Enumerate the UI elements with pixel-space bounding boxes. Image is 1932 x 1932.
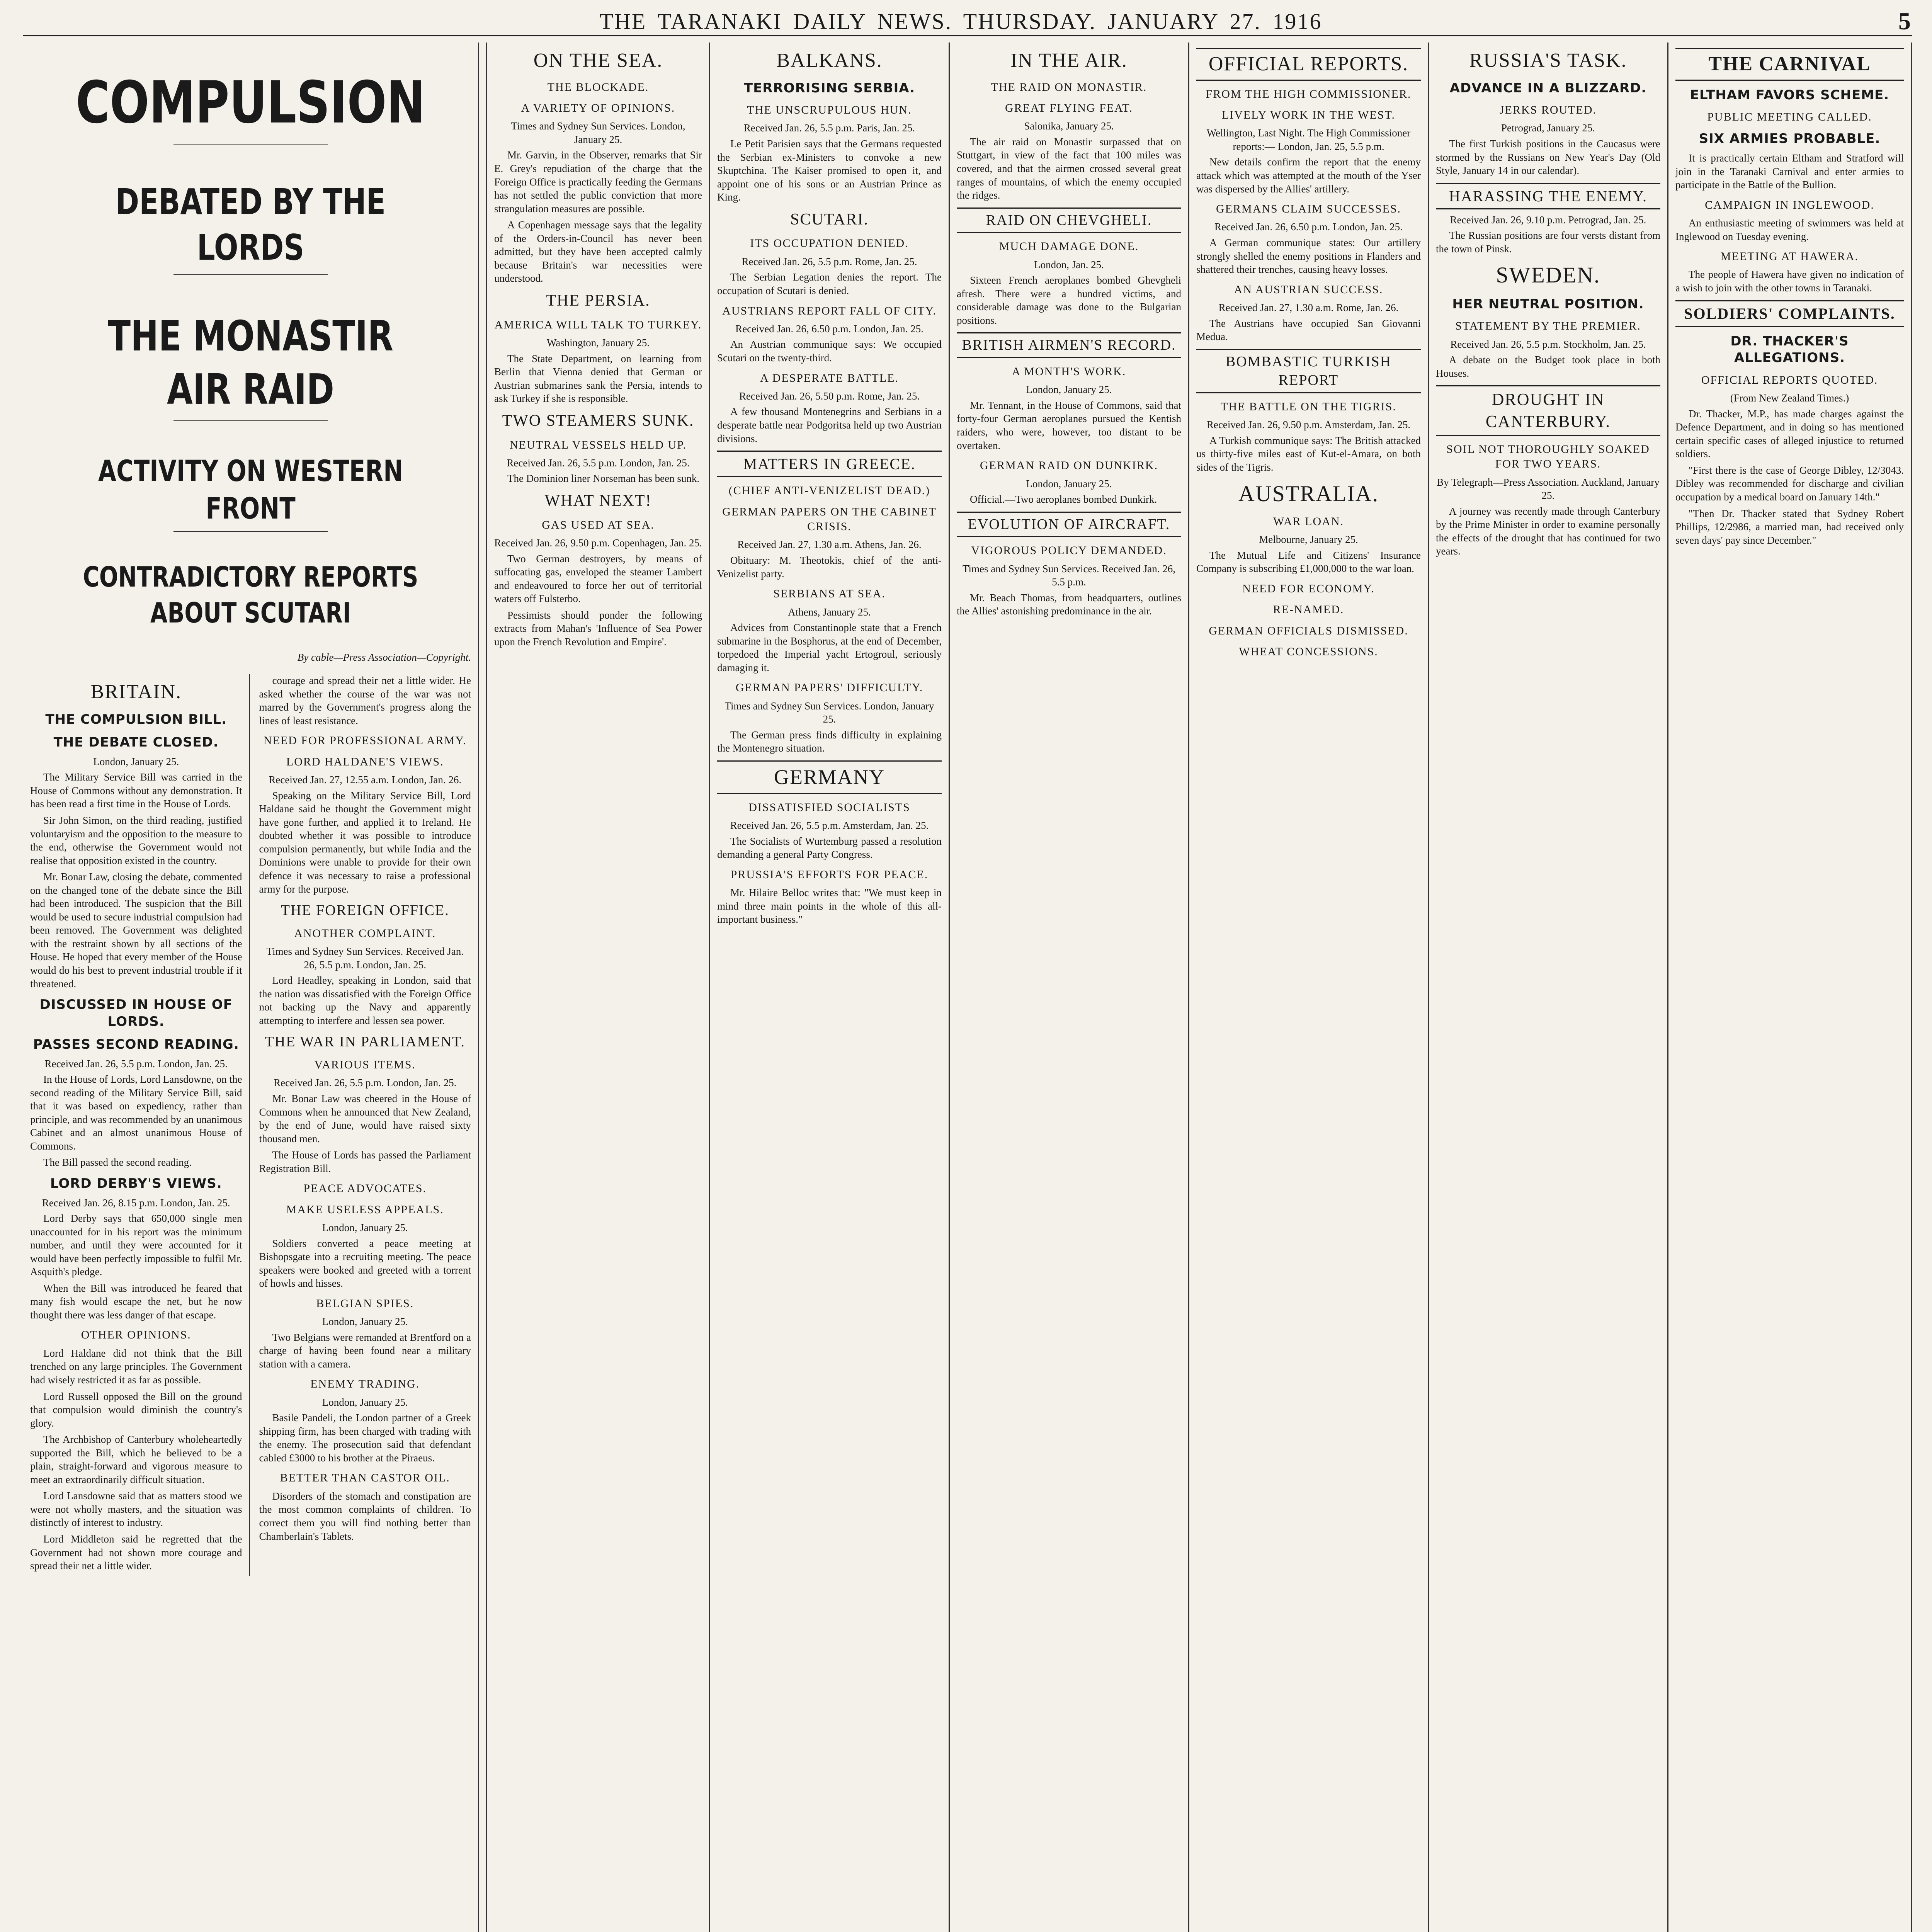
paragraph: Advices from Constantinople state that a French submarine in the Bosphorus, at the end of December, torpedoed the Imperial yacht Ertogroul, seriously damaging it.	[717, 622, 942, 673]
paragraph: Pessimists should ponder the following extracts from Mahan's 'Influence of Sea Power upon the French Revolution and Empire'.	[494, 609, 702, 648]
dateline: Received Jan. 26, 5.5 p.m. Amsterdam, Jan. 25.	[730, 820, 929, 832]
dateline: Times and Sydney Sun Services. Received Jan. 26, 5.5 p.m.	[963, 563, 1175, 588]
paragraph: Disorders of the stomach and constipation are the most common complaints of children. To correct them you will find nothing better than Chamberlain's Tablets.	[259, 1490, 471, 1542]
section-harassing: HARASSING THE ENEMY.	[1436, 183, 1660, 209]
dateline: Petrograd, January 25.	[1501, 122, 1595, 134]
subhead-neutral: HER NEUTRAL POSITION.	[1452, 296, 1644, 312]
paragraph: The Serbian Legation denies the report. The occupation of Scutari is denied.	[717, 271, 942, 296]
section-sweden: SWEDEN.	[1496, 262, 1600, 288]
dateline: Received Jan. 26, 5.5 p.m. London, Jan. 25.	[507, 457, 690, 469]
dateline: By Telegraph—Press Association. Auckland, January 25.	[1437, 476, 1660, 502]
section-foreign-office: THE FOREIGN OFFICE.	[281, 902, 449, 919]
source-note: (From New Zealand Times.)	[1730, 392, 1849, 404]
section-bombastic: BOMBASTIC TURKISH REPORT	[1196, 349, 1421, 393]
paragraph: A Copenhagen message says that the legality of the Orders-in-Council has never been admitted, but they have been accepted calmly because Britain's war necessities were understood.	[494, 219, 702, 284]
divider	[173, 274, 328, 275]
subhead-complaint: ANOTHER COMPLAINT.	[294, 927, 436, 940]
paragraph: The Austrians have occupied San Giovanni Medua.	[1196, 317, 1421, 343]
column-main-headlines	[23, 43, 479, 1932]
paragraph: Soldiers converted a peace meeting at Bishopsgate into a recruiting meeting. The peace speakers were booked and greeted with a torrent of howls and hisses.	[259, 1237, 471, 1289]
subhead-eltham: ELTHAM FAVORS SCHEME.	[1690, 87, 1889, 103]
subhead-jerks: JERKS ROUTED.	[1499, 104, 1597, 117]
dateline: Received Jan. 26, 5.5 p.m. Paris, Jan. 25.	[743, 122, 915, 134]
subhead-haldane: LORD HALDANE'S VIEWS.	[286, 755, 444, 768]
dateline: Salonika, January 25.	[1024, 120, 1114, 132]
subhead-tigris: THE BATTLE ON THE TIGRIS.	[1221, 400, 1396, 413]
paragraph: A German communique states: Our artillery strongly shelled the enemy positions in Flanders and shattered their trenches, causing heavy losses.	[1196, 237, 1421, 276]
subhead-loan: WAR LOAN.	[1273, 515, 1344, 528]
dateline: Received Jan. 27, 1.30 a.m. Rome, Jan. 26.	[1218, 302, 1399, 314]
section-germany: GERMANY	[717, 760, 942, 794]
dateline: London, January 25.	[1026, 384, 1112, 396]
headline-lords: DEBATED BY THE LORDS	[116, 181, 386, 268]
paragraph: The air raid on Monastir surpassed that on Stuttgart, in view of the fact that 100 miles was covered, and that the airmen crossed several great ranges of mountains, of which the enemy occupied the ridges.	[957, 136, 1181, 201]
subhead-renamed: RE-NAMED.	[1273, 603, 1344, 616]
section-australia: AUSTRALIA.	[1238, 481, 1379, 506]
dateline: Received Jan. 26, 5.5 p.m. London, Jan. 25.	[274, 1077, 457, 1089]
section-balkans: BALKANS.	[776, 49, 883, 71]
subhead-compulsion-bill: THE COMPULSION BILL.	[45, 711, 227, 727]
subhead-enemy-trading: ENEMY TRADING.	[310, 1378, 420, 1391]
column-on-the-sea	[486, 43, 710, 1932]
headline-monastir: THE MONASTIR AIR RAID	[108, 312, 393, 414]
paragraph: It is practically certain Eltham and Stratford will join in the Taranaki Carnival and enter armies to participate in the Battle of the Bullion.	[1675, 152, 1904, 191]
dateline: London, January 25.	[322, 1396, 408, 1408]
subhead-economy: NEED FOR ECONOMY.	[1242, 582, 1375, 595]
paragraph: Mr. Bonar Law was cheered in the House of Commons when he announced that New Zealand, by the end of June, would have raised sixty thousand men.	[259, 1092, 471, 1145]
dateline: Athens, January 25.	[788, 606, 871, 618]
subhead-meeting: PUBLIC MEETING CALLED.	[1707, 111, 1872, 124]
section-airmen: BRITISH AIRMEN'S RECORD.	[957, 332, 1181, 358]
paragraph: Mr. Hilaire Belloc writes that: "We must keep in mind three main points in the whole of this all-important business."	[717, 887, 942, 925]
section-parliament: THE WAR IN PARLIAMENT.	[265, 1034, 465, 1050]
section-russia: RUSSIA'S TASK.	[1469, 49, 1627, 71]
dateline: Received Jan. 26, 5.5 p.m. London, Jan. 25.	[44, 1058, 228, 1070]
headline-western-front: ACTIVITY ON WESTERN FRONT	[98, 453, 403, 526]
paragraph: courage and spread their net a little wider. He asked whether the course of the war was not marred by the Government's progress along the lines of least resistance.	[259, 675, 471, 726]
page-number: 5	[1898, 7, 1912, 35]
paragraph: Two German destroyers, by means of suffocating gas, enveloped the steamer Lambert and endeavoured to force her out of territorial waters off Fulsterbo.	[494, 553, 702, 605]
dateline: Received Jan. 26, 8.15 p.m. London, Jan. 25.	[42, 1197, 230, 1209]
paragraph: Dr. Thacker, M.P., has made charges against the Defence Department, and in doing so has mentioned certain specific cases of alleged injustice to returned soldiers.	[1675, 408, 1904, 460]
subhead-armies: SIX ARMIES PROBABLE.	[1699, 131, 1881, 147]
paragraph: Lord Russell opposed the Bill on the ground that compulsion would diminish the country's glory.	[30, 1390, 242, 1429]
paragraph: The Archbishop of Canterbury wholeheartedly supported the Bill, which he believed to be a plain, straight-forward and vigorous measure to meet an extraordinarily difficult situation.	[30, 1434, 242, 1485]
paragraph: The Dominion liner Norseman has been sunk.	[507, 473, 700, 485]
column-in-the-air	[950, 43, 1189, 1932]
paragraph: The first Turkish positions in the Caucasus were stormed by the Russians on New Year's Day (Old Style, January 14 in our calendar).	[1436, 138, 1660, 177]
column-official-reports	[1189, 43, 1429, 1932]
paragraph: The German press finds difficulty in explaining the Montenegro situation.	[717, 729, 942, 754]
dateline: Received Jan. 26, 5.5 p.m. Stockholm, Jan. 25.	[1450, 338, 1646, 350]
subhead-dunkirk: GERMAN RAID ON DUNKIRK.	[980, 459, 1158, 472]
paragraph: New details confirm the report that the enemy attack which was attempted at the mouth of the Yser was dispersed by the Allies' artillery.	[1196, 156, 1421, 195]
subhead-claim: GERMANS CLAIM SUCCESSES.	[1216, 202, 1401, 216]
subhead-prussia: PRUSSIA'S EFFORTS FOR PEACE.	[730, 868, 929, 881]
headline-compulsion: COMPULSION	[76, 69, 425, 136]
subhead-dismissed: GERMAN OFFICIALS DISMISSED.	[1209, 624, 1408, 637]
subhead-denied: ITS OCCUPATION DENIED.	[750, 237, 909, 250]
subhead-army: NEED FOR PROFESSIONAL ARMY.	[263, 734, 467, 747]
paragraph: Basile Pandeli, the London partner of a Greek shipping firm, has been charged with trading with the enemy. The prosecution said that defendant cabled £3000 to his brother at the Piraeus.	[259, 1412, 471, 1464]
column-carnival	[1668, 43, 1912, 1932]
subhead-castor: BETTER THAN CASTOR OIL.	[280, 1471, 450, 1485]
column-russia	[1429, 43, 1668, 1932]
subhead-chief: (CHIEF ANTI-VENIZELIST DEAD.)	[728, 484, 930, 497]
dateline: Washington, January 25.	[546, 337, 650, 349]
section-what-next: WHAT NEXT!	[544, 492, 652, 510]
subhead-feat: GREAT FLYING FEAT.	[1005, 101, 1133, 114]
subhead-battle: A DESPERATE BATTLE.	[760, 371, 899, 384]
paragraph: The House of Lords has passed the Parliament Registration Bill.	[259, 1149, 471, 1174]
subhead-allegations: DR. THACKER'S ALLEGATIONS.	[1730, 333, 1849, 366]
paragraph: An Austrian communique says: We occupied Scutari on the twenty-third.	[717, 338, 942, 364]
paragraph: Speaking on the Military Service Bill, Lord Haldane said he thought the Government might have gone further, and applied it to Ireland. He doubted whether it was possible to introduce compulsion permanently, but while India and the Dominions were unable to provide for their own defence it was necessary to raise a professional army for the purpose.	[259, 789, 471, 895]
subhead-discussed: DISCUSSED IN HOUSE OF LORDS.	[39, 997, 233, 1029]
subhead-difficulty: GERMAN PAPERS' DIFFICULTY.	[735, 681, 923, 694]
divider	[173, 531, 328, 532]
section-scutari: SCUTARI.	[790, 210, 869, 228]
section-drought: DROUGHT IN CANTERBURY.	[1436, 385, 1660, 436]
newspaper-title: THE TARANAKI DAILY NEWS. THURSDAY. JANUARY 27. 1916	[599, 9, 1322, 34]
subcolumn-b	[259, 674, 471, 1575]
subhead-lively: LIVELY WORK IN THE WEST.	[1221, 108, 1396, 121]
dateline: Received Jan. 26, 6.50 p.m. London, Jan. 25.	[735, 323, 923, 335]
paragraph: Mr. Garvin, in the Observer, remarks that Sir E. Grey's repudiation of the charge that the Foreign Office is practically feeding the Germans has not settled the public conviction that more strangulation measures are possible.	[494, 149, 702, 214]
subhead-gas: GAS USED AT SEA.	[542, 518, 655, 531]
paragraph: Lord Lansdowne said that as matters stood we were not wholly masters, and the situation was distinctly of interest to industry.	[30, 1490, 242, 1529]
subhead-vigorous: VIGOROUS POLICY DEMANDED.	[971, 544, 1167, 557]
subhead-raid: THE RAID ON MONASTIR.	[991, 80, 1147, 94]
subhead-other: OTHER OPINIONS.	[81, 1328, 191, 1342]
paragraph: Lord Middleton said he regretted that the Government had not shown more courage and spread their net a little wider.	[30, 1533, 242, 1572]
section-official-reports: OFFICIAL REPORTS.	[1196, 48, 1421, 81]
dateline: London, January 25.	[1026, 478, 1112, 490]
section-greece: MATTERS IN GREECE.	[717, 451, 942, 477]
paragraph: When the Bill was introduced he feared that many fish would escape the net, but he now thought there was less danger of that escape.	[30, 1282, 242, 1321]
section-steamers: TWO STEAMERS SUNK.	[502, 412, 694, 430]
subhead-neutral: NEUTRAL VESSELS HELD UP.	[509, 438, 687, 451]
paragraph: "Then Dr. Thacker stated that Sydney Robert Phillips, 12/2986, a married man, had received only seven days' pay since December."	[1675, 507, 1904, 546]
subhead-soil: SOIL NOT THOROUGHLY SOAKED FOR TWO YEARS.	[1446, 442, 1650, 471]
dateline: Times and Sydney Sun Services. London, January 25.	[724, 700, 934, 725]
subhead-blockade: THE BLOCKADE.	[547, 80, 649, 94]
subcolumn-a	[30, 674, 250, 1575]
dateline: Received Jan. 26, 9.50 p.m. Amsterdam, Jan. 25.	[1206, 419, 1411, 431]
column-balkans	[710, 43, 950, 1932]
paragraph: Sir John Simon, on the third reading, justified voluntaryism and the opposition to the measure to the end, otherwise the Government would not realise that opposition existed in the country.	[30, 815, 242, 866]
paragraph: Official.—Two aeroplanes bombed Dunkirk.	[970, 493, 1157, 505]
byline: By cable—Press Association—Copyright.	[297, 651, 471, 663]
subhead-terror: TERRORISING SERBIA.	[743, 80, 915, 96]
paragraph: Mr. Bonar Law, closing the debate, commented on the changed tone of the debate since the Bill had been introduced. The suspicion that the Bill would be used to secure industrial compulsion had been removed. The Government was delighted with the restraint shown by all sections of the House. He hoped that every member of the House would do his best to prevent industrial trouble if it threatened.	[30, 871, 242, 990]
dateline: London, Jan. 25.	[1034, 259, 1104, 270]
paragraph: The people of Hawera have given no indication of a wish to join with the other towns in Taranaki.	[1675, 269, 1904, 294]
section-complaints: SOLDIERS' COMPLAINTS.	[1675, 300, 1904, 327]
subhead-campaign: CAMPAIGN IN INGLEWOOD.	[1705, 198, 1874, 211]
subhead-official: OFFICIAL REPORTS QUOTED.	[1701, 373, 1878, 386]
paragraph: A few thousand Montenegrins and Serbians in a desperate battle near Podgoritsa held up two Austrian divisions.	[717, 406, 942, 444]
paragraph: Le Petit Parisien says that the Germans requested the Serbian ex-Ministers to convoke a new Skuptchina. The Kaiser promised to open it, and appoint one of his sons or an Austrian Prince as King.	[717, 138, 942, 203]
section-persia: THE PERSIA.	[546, 291, 650, 310]
subhead-serbians-at-sea: SERBIANS AT SEA.	[773, 587, 886, 600]
section-on-the-sea: ON THE SEA.	[533, 49, 663, 71]
paragraph: Lord Derby says that 650,000 single men unaccounted for in his report was the minimum number, and until they were accounted for it would have been perfectly impossible to fulfil Mr. Asquith's pledge.	[30, 1213, 242, 1278]
masthead	[23, 8, 1912, 36]
paragraph: "First there is the case of George Dibley, 12/3043. Dibley was recommended for discharge and civilian occupation by a medical board on January 14th."	[1675, 464, 1904, 503]
dateline: London, January 25.	[93, 755, 179, 767]
section-carnival: THE CARNIVAL	[1675, 48, 1904, 81]
paragraph: Lord Headley, speaking in London, said that the nation was dissatisfied with the Foreign Office not backing up the Navy and apparently attempting to interfere and lessen sea power.	[259, 975, 471, 1026]
subhead-papers: GERMAN PAPERS ON THE CABINET CRISIS.	[722, 505, 937, 533]
subhead-commissioner: FROM THE HIGH COMMISSIONER.	[1206, 87, 1412, 100]
dateline: Received Jan. 26, 9.10 p.m. Petrograd, Jan. 25.	[1450, 214, 1646, 226]
dateline: Times and Sydney Sun Services. Received Jan. 26, 5.5 p.m. London, Jan. 25.	[266, 946, 464, 971]
subhead-austrians: AUSTRIANS REPORT FALL OF CITY.	[722, 304, 937, 317]
subhead-peace: PEACE ADVOCATES.	[303, 1182, 427, 1195]
divider	[173, 144, 328, 145]
paragraph: In the House of Lords, Lord Lansdowne, on the second reading of the Military Service Bill, said that it was based on expediency, rather than principle, and was recommended by an unanimous Cabinet and an almost unanimous House of Commons.	[30, 1073, 242, 1152]
paragraph: Obituary: M. Theotokis, chief of the anti-Venizelist party.	[717, 554, 942, 580]
subhead-hawera: MEETING AT HAWERA.	[1720, 250, 1859, 263]
dateline: Received Jan. 26, 6.50 p.m. London, Jan. 25.	[1214, 221, 1403, 233]
subhead-premier: STATEMENT BY THE PREMIER.	[1455, 320, 1641, 333]
paragraph: The Bill passed the second reading.	[43, 1156, 192, 1168]
dateline: Received Jan. 27, 1.30 a.m. Athens, Jan. 26.	[737, 539, 922, 551]
paragraph: A journey was recently made through Canterbury by the Prime Minister in order to examine personally the effects of the drought that has continued for two years.	[1436, 505, 1660, 557]
subhead-wheat: WHEAT CONCESSIONS.	[1239, 645, 1378, 658]
paragraph: Mr. Beach Thomas, from headquarters, outlines the Allies' astonishing predominance in the air.	[957, 592, 1181, 617]
paragraph: Lord Haldane did not think that the Bill trenched on any large principles. The Government had wisely restricted it as far as possible.	[30, 1347, 242, 1386]
dateline: Received Jan. 26, 9.50 p.m. Copenhagen, Jan. 25.	[494, 537, 702, 549]
paragraph: Sixteen French aeroplanes bombed Ghevgheli afresh. There were a hundred victims, and considerable damage was done to the Bulgarian positions.	[957, 274, 1181, 326]
dateline: Wellington, Last Night. The High Commissioner reports:— London, Jan. 25, 5.5 p.m.	[1206, 127, 1411, 152]
paragraph: The State Department, on learning from Berlin that Vienna denied that German or Austrian submarines sank the Persia, intends to ask Turkey if she is responsible.	[494, 352, 702, 405]
dateline: Received Jan. 26, 5.50 p.m. Rome, Jan. 25.	[739, 390, 920, 402]
dateline: London, January 25.	[322, 1222, 408, 1234]
section-in-the-air: IN THE AIR.	[1010, 49, 1128, 71]
paragraph: The Military Service Bill was carried in the House of Commons without any demonstration. It has been read a first time in the House of Lords.	[30, 771, 242, 810]
subhead-debate-closed: THE DEBATE CLOSED.	[53, 735, 219, 750]
paragraph: Mr. Tennant, in the House of Commons, said that forty-four German aeroplanes pursued the Kentish raiders, who were, however, too distant to be overtaken.	[957, 399, 1181, 451]
subhead-hun: THE UNSCRUPULOUS HUN.	[747, 104, 912, 117]
subhead-passes: PASSES SECOND READING.	[33, 1037, 239, 1053]
dateline: Received Jan. 26, 5.5 p.m. Rome, Jan. 25.	[742, 255, 917, 267]
paragraph: The Mutual Life and Citizens' Insurance Company is subscribing £1,000,000 to the war loan.	[1196, 549, 1421, 575]
paragraph: The Russian positions are four versts distant from the town of Pinsk.	[1436, 230, 1660, 255]
paragraph: A debate on the Budget took place in both Houses.	[1436, 354, 1660, 379]
section-chevgheli: RAID ON CHEVGHELI.	[957, 207, 1181, 233]
divider	[173, 420, 328, 421]
paragraph: An enthusiastic meeting of swimmers was held at Inglewood on Tuesday evening.	[1675, 217, 1904, 242]
paragraph: The Socialists of Wurtemburg passed a resolution demanding a general Party Congress.	[717, 835, 942, 861]
dateline: Times and Sydney Sun Services. London, January 25.	[511, 120, 685, 145]
dateline: London, January 25.	[322, 1316, 408, 1328]
subhead-damage: MUCH DAMAGE DONE.	[999, 240, 1139, 253]
dateline: Melbourne, January 25.	[1259, 534, 1358, 546]
section-evolution: EVOLUTION OF AIRCRAFT.	[957, 512, 1181, 537]
subhead-spies: BELGIAN SPIES.	[316, 1297, 414, 1310]
subhead-useless: MAKE USELESS APPEALS.	[286, 1203, 444, 1216]
headline-scutari: CONTRADICTORY REPORTS ABOUT SCUTARI	[83, 560, 418, 629]
dateline: Received Jan. 27, 12.55 a.m. London, Jan. 26.	[269, 774, 462, 786]
subhead-blizzard: ADVANCE IN A BLIZZARD.	[1449, 80, 1647, 96]
paragraph: Two Belgians were remanded at Brentford on a charge of having been found near a military station with a camera.	[259, 1331, 471, 1370]
subhead-america: AMERICA WILL TALK TO TURKEY.	[494, 318, 702, 331]
subhead-socialists: DISSATISFIED SOCIALISTS	[748, 801, 910, 814]
subhead-variety: A VARIETY OF OPINIONS.	[521, 101, 675, 114]
subhead-austrian-success: AN AUSTRIAN SUCCESS.	[1234, 283, 1383, 296]
paragraph: A Turkish communique says: The British attacked us thirty-five miles east of Kut-el-Amara, on both sides of the Tigris.	[1196, 434, 1421, 473]
section-britain: BRITAIN.	[90, 681, 182, 703]
subhead-month: A MONTH'S WORK.	[1012, 365, 1126, 378]
subhead-derby: LORD DERBY'S VIEWS.	[50, 1176, 222, 1192]
subhead-items: VARIOUS ITEMS.	[314, 1058, 416, 1071]
